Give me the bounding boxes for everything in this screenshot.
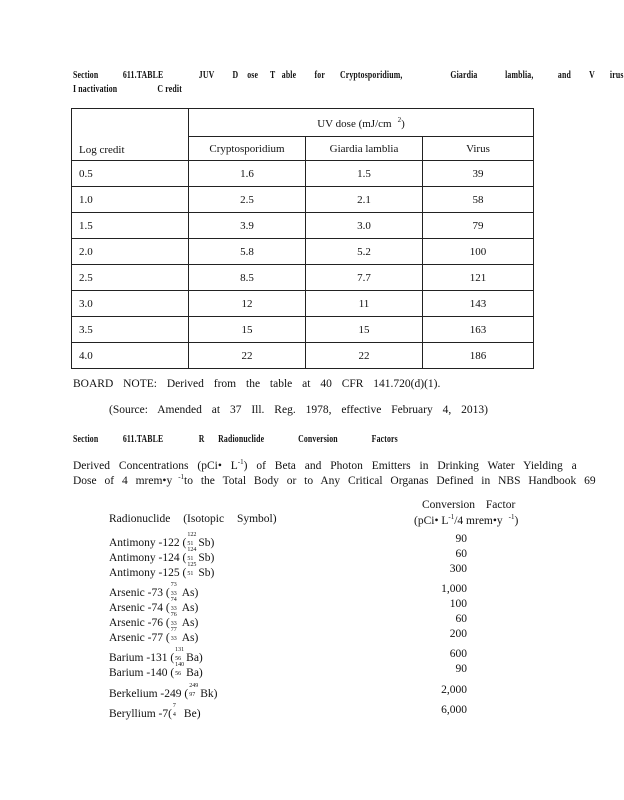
atomic-number: 51 xyxy=(187,556,194,562)
radionuclide-name: Barium -140 ( xyxy=(109,667,175,679)
radionuclide-name: Berkelium -249 ( xyxy=(109,688,189,700)
header-word: Conversion xyxy=(298,434,338,445)
element-symbol: As) xyxy=(181,602,199,614)
mass-number: 124 xyxy=(187,547,197,553)
conversion-factor-value: 1,000 xyxy=(441,583,467,595)
atomic-number: 51 xyxy=(187,571,194,577)
cell-giardia: 2.1 xyxy=(306,187,423,213)
conversion-factor-value: 60 xyxy=(455,548,467,560)
column-header-cryptosporidium: Cryptosporidium xyxy=(189,137,306,161)
isotope-notation xyxy=(186,547,197,562)
cell-log-credit: 4.0 xyxy=(72,343,189,369)
conversion-factor-value: 60 xyxy=(455,613,467,625)
cell-virus: 39 xyxy=(423,161,534,187)
table-row xyxy=(72,343,534,369)
mass-number: 73 xyxy=(170,582,177,588)
cell-virus: 163 xyxy=(423,317,534,343)
mass-number: 76 xyxy=(170,612,177,618)
column-header-giardia: Giardia lamblia xyxy=(306,137,423,161)
mass-number: 77 xyxy=(170,627,177,633)
element-symbol: Sb) xyxy=(198,552,215,564)
cell-cryptosporidium: 2.5 xyxy=(189,187,306,213)
header-word: Giardia xyxy=(450,70,478,81)
cell-log-credit: 3.0 xyxy=(72,291,189,317)
column-header-log-credit: Log credit xyxy=(72,109,189,161)
element-symbol: Ba) xyxy=(186,652,203,664)
header-code: R xyxy=(198,434,205,445)
mass-number: 140 xyxy=(175,662,185,668)
atomic-number: 33 xyxy=(170,591,177,597)
cell-cryptosporidium: 22 xyxy=(189,343,306,369)
header-section-number: 611.TABLE xyxy=(122,70,164,81)
board-note: BOARD NOTE: Derived from the table at 40 CFR 141.720(d)(1). xyxy=(73,378,441,390)
cell-giardia: 11 xyxy=(306,291,423,317)
isotope-notation xyxy=(174,662,185,677)
column-header-virus: Virus xyxy=(423,137,534,161)
cell-giardia: 15 xyxy=(306,317,423,343)
cell-log-credit: 1.0 xyxy=(72,187,189,213)
source-note: (Source: Amended at 37 Ill. Reg. 1978, effective February 4, 2013) xyxy=(109,404,488,416)
header-section-word: Section xyxy=(73,434,99,445)
isotope-notation xyxy=(170,582,180,597)
uv-dose-table xyxy=(71,108,534,369)
table-row xyxy=(72,265,534,291)
table-row xyxy=(72,161,534,187)
cell-log-credit: 3.5 xyxy=(72,317,189,343)
cell-giardia: 1.5 xyxy=(306,161,423,187)
uv-dose-group-header: UV dose (mJ/cm $^2$) xyxy=(189,109,534,137)
header-word: Factors xyxy=(371,434,398,445)
header-word: and xyxy=(557,70,571,81)
atomic-number: 33 xyxy=(170,636,177,642)
table-row xyxy=(72,291,534,317)
atomic-number: 56 xyxy=(175,656,182,662)
cell-giardia: 3.0 xyxy=(306,213,423,239)
cell-cryptosporidium: 3.9 xyxy=(189,213,306,239)
conversion-factor-units: (pCi• $L^{-1}/4$ mrem•y $^{-1}$) xyxy=(414,513,519,527)
radionuclide-name: Antimony -125 ( xyxy=(109,567,187,579)
header-word: Radionuclide xyxy=(218,434,265,445)
mass-number: 131 xyxy=(175,647,185,653)
atomic-number: 33 xyxy=(170,606,177,612)
element-symbol: Sb) xyxy=(198,537,215,549)
header-section-word: Section xyxy=(73,70,99,81)
mass-number: 125 xyxy=(187,562,197,568)
conversion-factor-value: 600 xyxy=(449,648,467,660)
element-symbol: Sb) xyxy=(198,567,215,579)
isotope-notation xyxy=(172,703,182,718)
isotope-notation xyxy=(186,562,197,577)
radionuclide-name: Arsenic -73 ( xyxy=(109,587,170,599)
header-word: lamblia, xyxy=(505,70,534,81)
conversion-factor-value: 90 xyxy=(455,663,467,675)
atomic-number: 56 xyxy=(175,671,182,677)
header-word: Cryptosporidium, xyxy=(339,70,403,81)
cell-cryptosporidium: 15 xyxy=(189,317,306,343)
radionuclide-name: Antimony -124 ( xyxy=(109,552,187,564)
cell-virus: 58 xyxy=(423,187,534,213)
table-row xyxy=(72,239,534,265)
cell-virus: 79 xyxy=(423,213,534,239)
header-word: V xyxy=(589,70,595,81)
conversion-factor-value: 200 xyxy=(449,628,467,640)
element-symbol: As) xyxy=(181,617,199,629)
radionuclide-row xyxy=(109,663,469,681)
header-word: D xyxy=(232,70,239,81)
radionuclide-row xyxy=(109,704,469,722)
conversion-factor-value: 90 xyxy=(455,533,467,545)
mass-number: 122 xyxy=(187,532,197,538)
header-word: able xyxy=(281,70,297,81)
element-symbol: Ba) xyxy=(186,667,203,679)
header-word: ose xyxy=(247,70,259,81)
cell-log-credit: 0.5 xyxy=(72,161,189,187)
cell-log-credit: 2.5 xyxy=(72,265,189,291)
mass-number: 74 xyxy=(170,597,177,603)
cell-giardia: 5.2 xyxy=(306,239,423,265)
radionuclide-column-header: Radionuclide (Isotopic Symbol) xyxy=(109,513,277,525)
section-header-radionuclide xyxy=(73,434,398,445)
element-symbol: Be) xyxy=(183,708,201,720)
conversion-factor-header: Conversion Factor xyxy=(422,499,516,511)
conversion-factor-value: 100 xyxy=(449,598,467,610)
section-header-uv xyxy=(73,70,624,81)
cell-virus: 186 xyxy=(423,343,534,369)
header-section-number: 611.TABLE xyxy=(122,434,164,445)
section-header-uv-line2 xyxy=(73,84,182,95)
mass-number: 249 xyxy=(189,683,199,689)
intro-line-2: Dose of 4 mrem•y $^{-1}$to the Total Body or to Any Critical Organas Defined in NBS Handbook 69 xyxy=(73,473,596,487)
element-symbol: Bk) xyxy=(200,688,218,700)
radionuclide-name: Beryllium -7( xyxy=(109,708,172,720)
cell-cryptosporidium: 1.6 xyxy=(189,161,306,187)
radionuclide-name: Arsenic -76 ( xyxy=(109,617,170,629)
table-row xyxy=(72,187,534,213)
cell-virus: 100 xyxy=(423,239,534,265)
cell-virus: 143 xyxy=(423,291,534,317)
cell-giardia: 22 xyxy=(306,343,423,369)
header-word: I nactivation xyxy=(73,84,118,95)
conversion-factor-value: 2,000 xyxy=(441,684,467,696)
header-word: C redit xyxy=(157,84,182,95)
isotope-notation xyxy=(186,532,197,547)
table-row xyxy=(72,213,534,239)
radionuclide-name: Barium -131 ( xyxy=(109,652,175,664)
cell-giardia: 7.7 xyxy=(306,265,423,291)
radionuclide-row xyxy=(109,628,469,646)
isotope-notation xyxy=(170,612,180,627)
isotope-notation xyxy=(174,647,185,662)
header-code: JUV xyxy=(198,70,215,81)
radionuclide-name: Arsenic -77 ( xyxy=(109,632,170,644)
cell-cryptosporidium: 12 xyxy=(189,291,306,317)
conversion-factor-value: 300 xyxy=(449,563,467,575)
cell-log-credit: 2.0 xyxy=(72,239,189,265)
cell-log-credit: 1.5 xyxy=(72,213,189,239)
intro-line-1: Derived Concentrations (pCi• $L^{-1}$) of Beta and Photon Emitters in Drinking Water Yielding a xyxy=(73,458,577,472)
cell-cryptosporidium: 8.5 xyxy=(189,265,306,291)
table-header-row xyxy=(72,109,534,137)
atomic-number: 4 xyxy=(172,712,176,718)
isotope-notation xyxy=(170,627,180,642)
radionuclide-name: Arsenic -74 ( xyxy=(109,602,170,614)
conversion-factor-value: 6,000 xyxy=(441,704,467,716)
header-word: for xyxy=(314,70,325,81)
element-symbol: As) xyxy=(181,632,199,644)
atomic-number: 33 xyxy=(170,621,177,627)
atomic-number: 51 xyxy=(187,541,194,547)
element-symbol: As) xyxy=(181,587,199,599)
isotope-notation xyxy=(170,597,180,612)
radionuclide-name: Antimony -122 ( xyxy=(109,537,187,549)
table-row xyxy=(72,317,534,343)
mass-number: 7 xyxy=(172,703,176,709)
atomic-number: 97 xyxy=(189,692,196,698)
header-word: irus xyxy=(609,70,624,81)
cell-cryptosporidium: 5.8 xyxy=(189,239,306,265)
header-word: T xyxy=(269,70,276,81)
cell-virus: 121 xyxy=(423,265,534,291)
isotope-notation xyxy=(188,683,199,698)
radionuclide-row xyxy=(109,684,469,702)
radionuclide-row xyxy=(109,563,469,581)
